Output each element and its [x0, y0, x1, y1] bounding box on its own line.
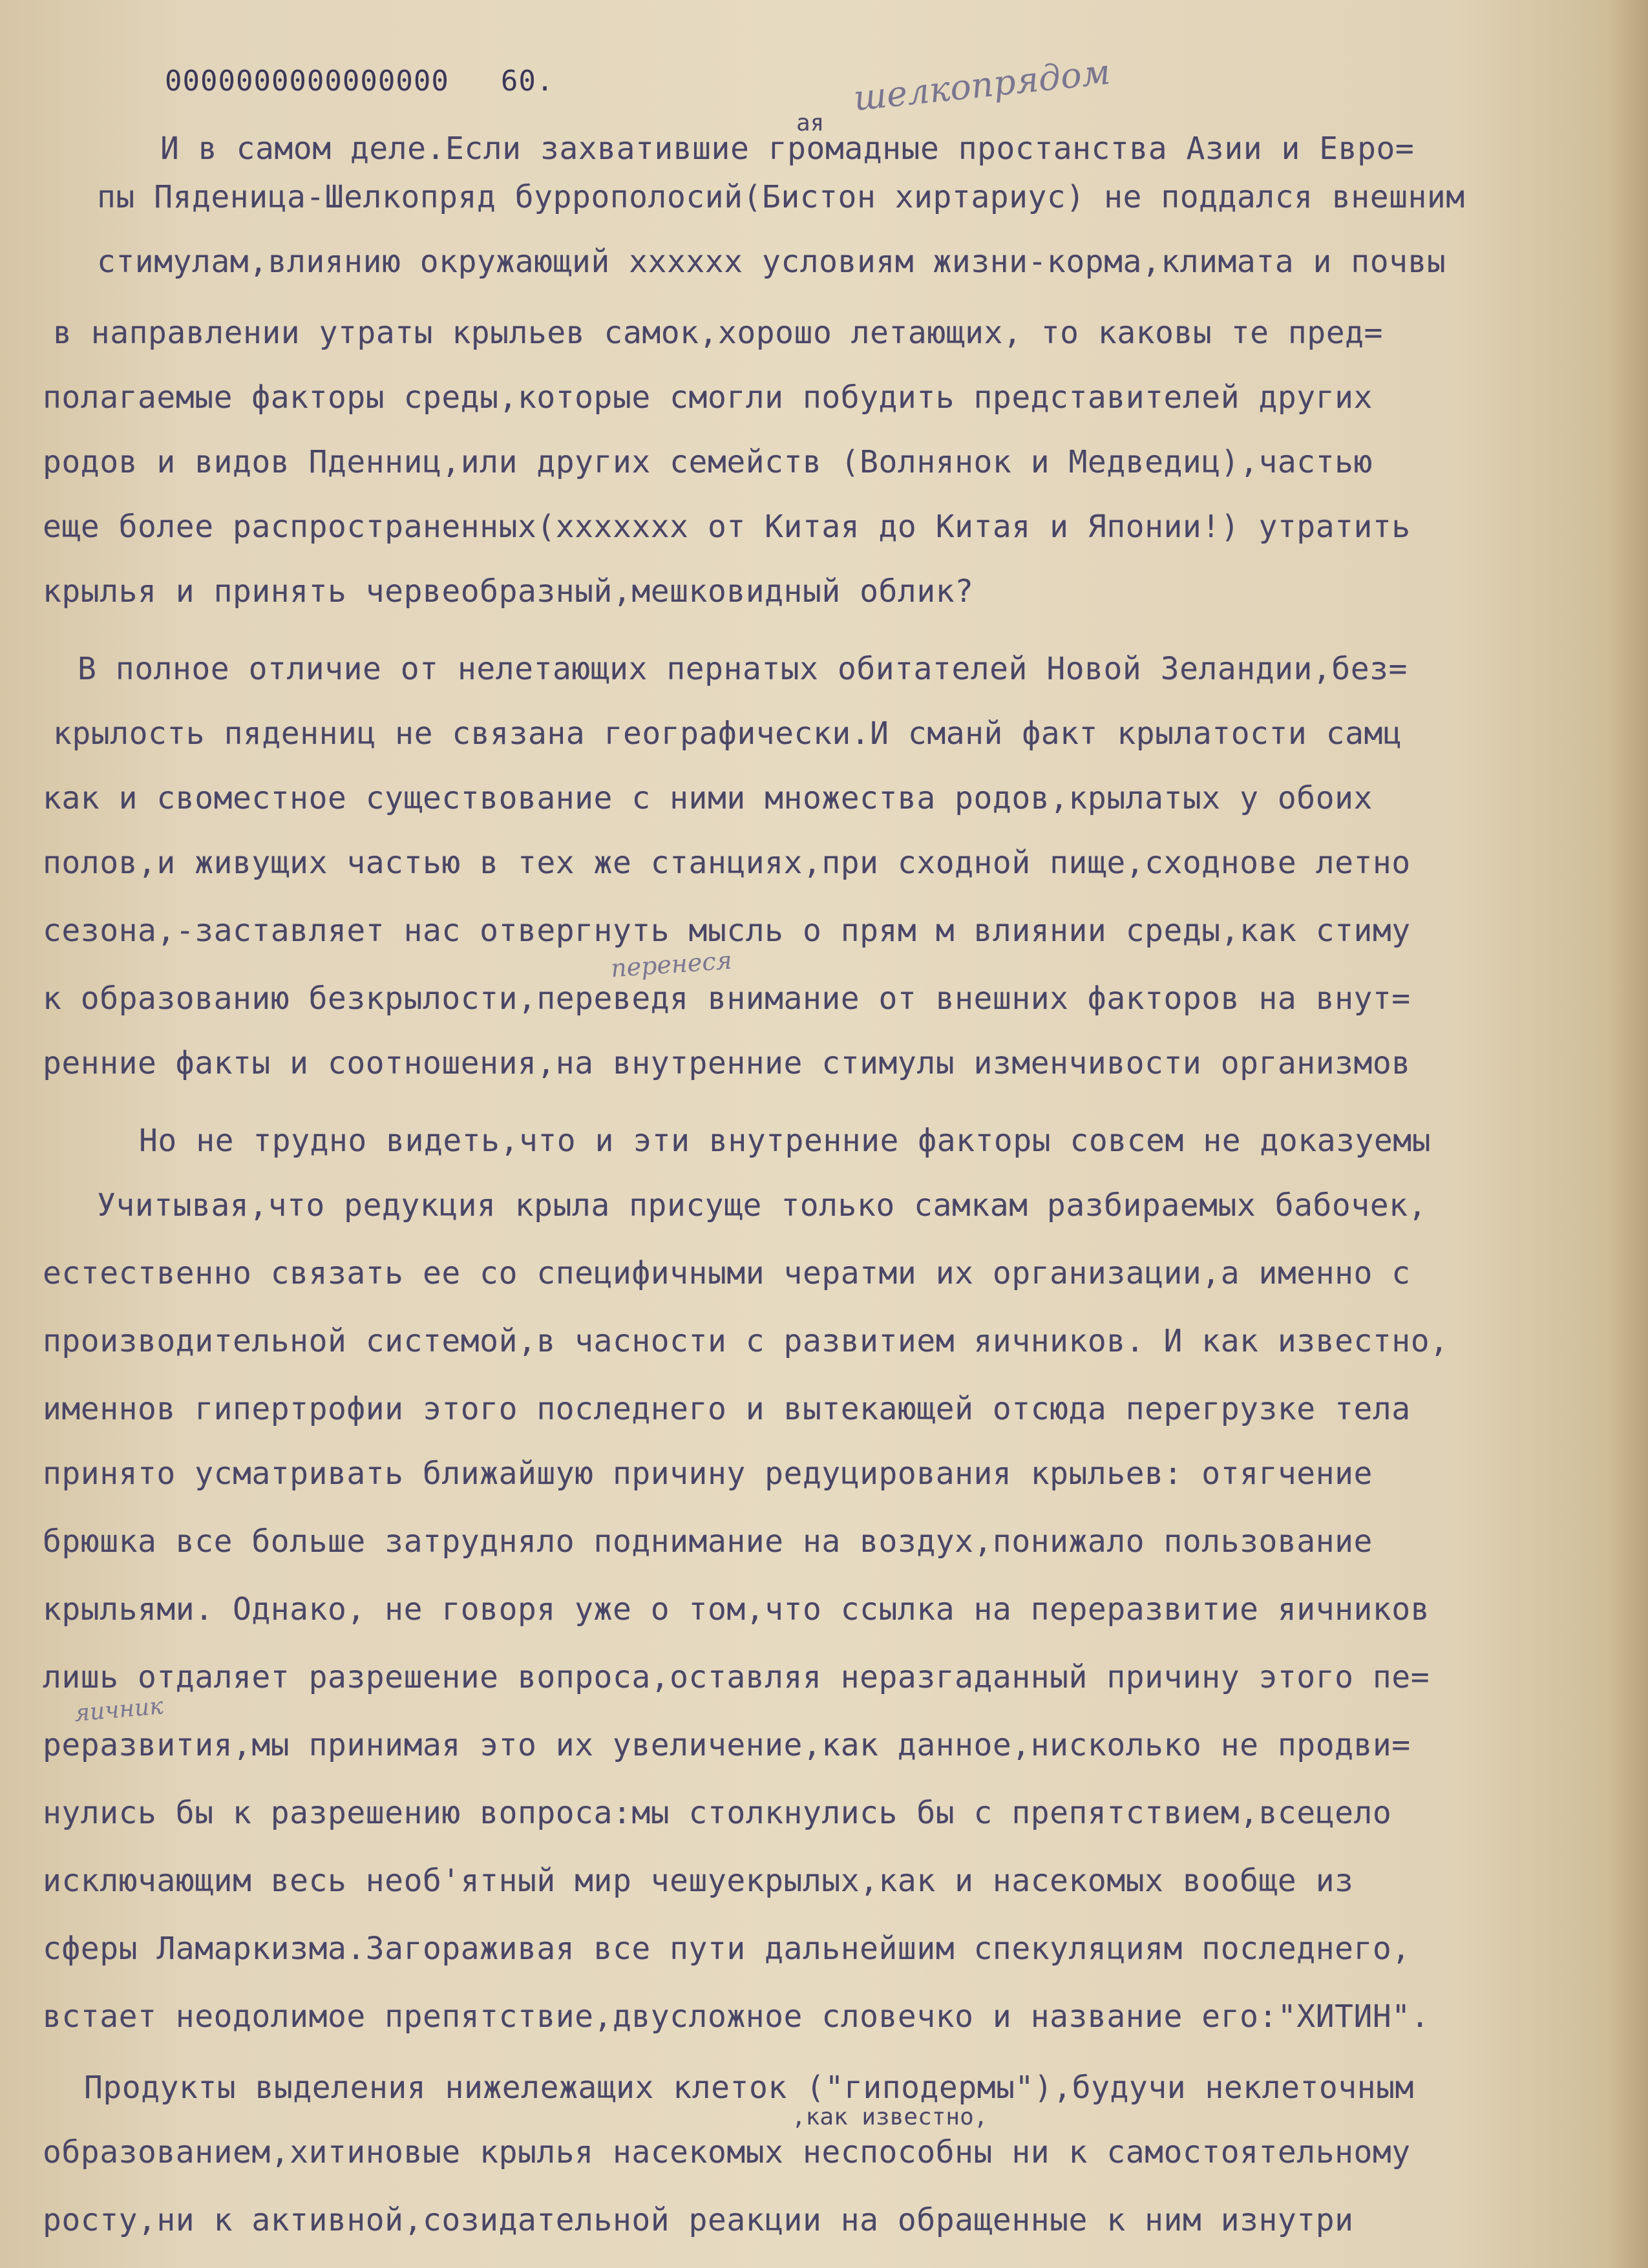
text-line-4: в направлении утраты крыльев самок,хорошо летающих, то каковы те пред=	[53, 315, 1383, 351]
text-line-6: родов и видов Пденниц,или других семейств (Волнянок и Медведиц),частью	[43, 444, 1373, 480]
text-line-11: как и своместное существование с ними множества родов,крылатых у обоих	[43, 780, 1373, 816]
margin-annotation-top: шелкопрядом	[851, 51, 1113, 119]
text-line-15: ренние факты и соотношения,на внутренние стимулы изменчивости организмов	[43, 1045, 1411, 1081]
insert-aya: ая	[796, 110, 825, 136]
margin-annotation-middle: перенеся	[609, 946, 734, 983]
text-line-28: сферы Ламаркизма.Загораживая все пути дальнейшим спекуляциям последнего,	[43, 1931, 1411, 1967]
text-line-1: И в самом деле.Если захватившие громадные простанства Азии и Евро=	[160, 131, 1415, 167]
text-line-22: брюшка все больше затрудняло поднимание на воздух,понижало пользование	[43, 1523, 1373, 1560]
text-line-12: полов,и живущих частью в тех же станциях,при сходной пище,сходнове летно	[43, 845, 1411, 881]
text-line-9: В полное отличие от нелетающих пернатых обитателей Новой Зеландии,без=	[78, 651, 1408, 687]
page-number: 60.	[500, 65, 555, 98]
text-line-13: сезона,-заставляет нас отвергнуть мысль о прям м влиянии среды,как стиму	[43, 913, 1411, 949]
header-serial: 0000000000000000	[165, 65, 449, 98]
text-line-3: стимулам,влиянию окружающий хххххх условиям жизни-корма,климата и почвы	[97, 244, 1446, 280]
text-line-26: нулись бы к разрешению вопроса:мы столкнулись бы с препятствием,всецело	[43, 1795, 1392, 1831]
text-line-30: Продукты выделения нижележащих клеток ("гиподермы"),будучи неклеточным	[84, 2070, 1414, 2106]
text-line-5: полагаемые факторы среды,которые смогли побудить представителей других	[43, 379, 1373, 416]
text-line-2: пы Пяденица-Шелкопряд буррополосий(Бистон хиртариус) не поддался внешним	[97, 179, 1465, 215]
text-line-32: росту,ни к активной,созидательной реакции на обращенные к ним изнутри	[43, 2202, 1354, 2238]
text-line-10: крылость пяденниц не связана географически.И сманй факт крылатости самц	[53, 715, 1402, 752]
text-line-14: к образованию безкрылости,переведя внимание от внешних факторов на внут=	[43, 980, 1411, 1017]
text-line-8: крылья и принять червеобразный,мешковидный облик?	[43, 573, 974, 609]
page-header	[165, 65, 554, 103]
paper-edge-shadow	[1609, 0, 1648, 2268]
text-line-16: Но не трудно видеть,что и эти внутренние факторы совсем не доказуемы	[139, 1123, 1431, 1159]
text-line-25: реразвития,мы принимая это их увеличение,как данное,нисколько не продви=	[43, 1727, 1411, 1763]
text-line-31: образованием,хитиновые крылья насекомых неспособны ни к самостоятельному	[43, 2134, 1411, 2170]
text-line-27: исключающим весь необ'ятный мир чешуекрылых,как и насекомых вообще из	[43, 1863, 1354, 1899]
text-line-24: лишь отдаляет разрешение вопроса,оставляя неразгаданный причину этого пе=	[43, 1659, 1430, 1695]
text-line-20: именнов гипертрофии этого последнего и вытекающей отсюда перегрузке тела	[43, 1391, 1411, 1427]
margin-annotation-left: яичник	[73, 1693, 165, 1727]
text-line-29: встает неодолимое препятствие,двусложное словечко и название его:"ХИТИН".	[43, 1998, 1430, 2035]
text-line-17: Учитывая,что редукция крыла присуще только самкам разбираемых бабочек,	[97, 1187, 1427, 1224]
text-line-23: крыльями. Однако, не говоря уже о том,что ссылка на переразвитие яичников	[43, 1591, 1430, 1627]
text-line-21: принято усматривать ближайшую причину редуцирования крыльев: отягчение	[43, 1456, 1373, 1492]
text-line-18: естественно связать ее со специфичными чератми их организации,а именно с	[43, 1255, 1411, 1291]
text-line-7: еще более распространенных(ххххххх от Китая до Китая и Японии!) утратить	[43, 509, 1411, 545]
text-line-19: производительной системой,в часности с развитием яичников. И как известно,	[43, 1323, 1449, 1359]
insert-kak-izvestno: ,как известно,	[792, 2104, 988, 2130]
